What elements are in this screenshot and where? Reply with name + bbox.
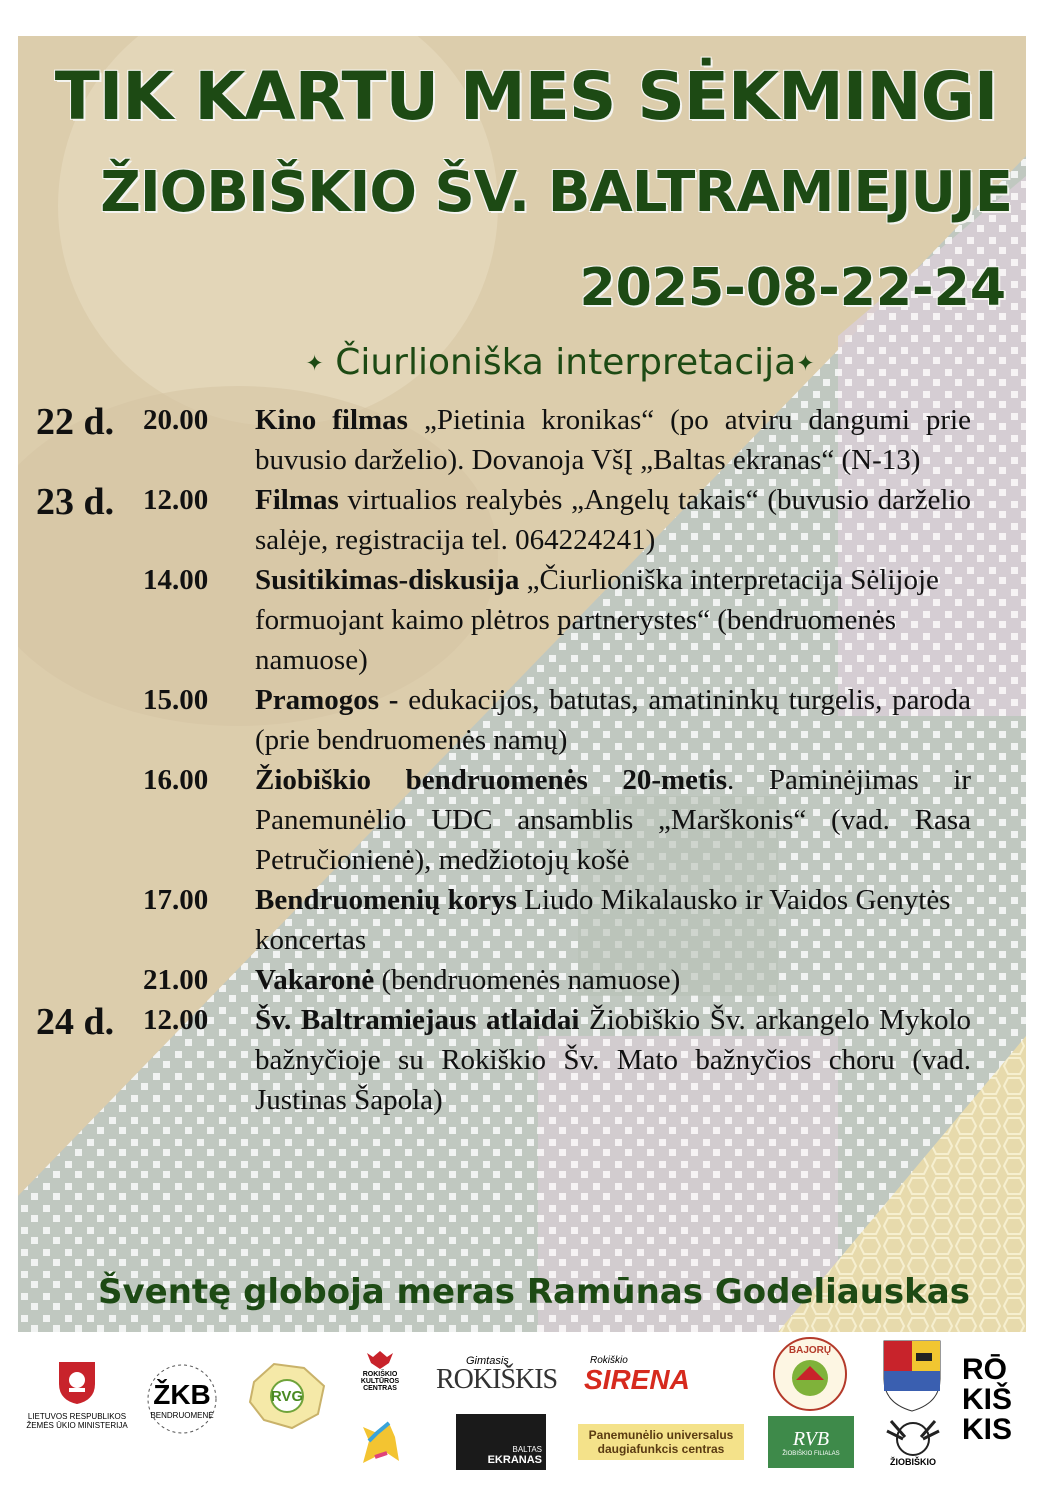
rkc-logo [352,1342,408,1398]
event-name: Filmas [255,484,339,516]
schedule-day: 24 d. [36,1001,115,1043]
schedule-time: 17.00 [143,884,209,916]
schedule-time: 12.00 [143,484,209,516]
schedule-row [36,480,971,560]
bajoru-logo [770,1336,850,1412]
rvb-logo [768,1416,854,1468]
rvb-letters: RVB [792,1427,830,1450]
event-name: Šv. Baltramiejaus atlaidai [255,1004,580,1036]
star-icon: ✦ [305,351,324,377]
event-schedule [36,400,971,1120]
schedule-description [255,680,971,760]
event-name: Susitikimas-diskusija [255,564,520,596]
zkb-caption: BENDRUOMENĖ [150,1410,214,1420]
schedule-description [255,1000,971,1120]
event-name: Kino filmas [255,404,408,436]
event-details: „Pietinia kronikas“ (po atviru dangumi prie buvusio darželio). Dovanoja VšĮ „Baltas ekranas“ (N-13) [255,404,971,476]
event-dates: 2025-08-22-24 [579,258,1006,318]
rkc-line1: ROKIŠKIO [362,1370,398,1378]
schedule-row [36,1000,971,1120]
schedule-time: 14.00 [143,564,209,596]
rkc-line2: KULTŪROS [360,1377,400,1385]
event-details: . Paminėjimas ir Panemunėlio UDC ansamblis „Marškonis“ (vad. Rasa Petručionienė), medžiotojų košė [255,764,971,876]
schedule-description [255,960,971,1000]
schedule-day: 23 d. [36,481,115,523]
sirena-main-label: SIRENA [584,1363,690,1395]
schedule-description [255,560,971,680]
schedule-row [36,680,971,760]
schedule-time: 20.00 [143,404,209,436]
schedule-row [36,760,971,880]
colorful-horse-icon [355,1417,405,1471]
poster-subtitle: ŽIOBIŠKIO ŠV. BALTRAMIEJUJE [100,160,1012,225]
rkc-horse-logo [352,1414,408,1474]
patron-line: Šventę globoja meras Ramūnas Godeliauskas [98,1272,970,1312]
ministry-logo [22,1348,132,1440]
theme-heading [0,342,1052,383]
schedule-description [255,880,971,960]
schedule-description [255,480,971,560]
zkb-logo [136,1360,228,1438]
event-name: Žiobiškio bendruomenės 20-metis [255,764,728,796]
schedule-row [36,400,971,480]
theme-text: Čiurlioniška interpretacija [335,342,797,383]
rokiskis-letters-2: KIŠ [962,1383,1013,1416]
ziobiskio-label: ŽIOBIŠKIO [889,1457,936,1467]
event-details: Žiobiškio Šv. arkangelo Mykolo bažnyčioje su Rokiškio Šv. Mato bažnyčios choru (vad. Justinas Šapola) [255,1004,971,1116]
event-name: Vakaronė [255,964,375,996]
star-icon: ✦ [796,351,815,377]
baltas-label: BALTAS [512,1445,542,1454]
schedule-day: 22 d. [36,401,115,443]
schedule-row [36,960,971,1000]
panemunelio-logo [578,1424,744,1460]
bajoru-label: BAJORŲ [788,1344,832,1356]
schedule-time: 16.00 [143,764,209,796]
rokiskis-letter-logo [962,1350,1032,1450]
shield-icon [882,1339,942,1413]
rokiskis-coat-of-arms [880,1338,944,1414]
panemunelio-line1: Panemunėlio universalus [588,1428,734,1442]
event-details: (bendruomenės namuose) [374,964,681,996]
rkc-line3: CENTRAS [363,1384,397,1392]
angel-icon [365,1349,395,1371]
schedule-row [36,880,971,960]
schedule-time: 15.00 [143,684,209,716]
event-name: Pramogos - [255,684,399,716]
ministry-name-line1: LIETUVOS RESPUBLIKOS [27,1412,127,1421]
ekranas-label: EKRANAS [487,1454,542,1466]
schedule-time: 12.00 [143,1004,209,1036]
poster-title: TIK KARTU MES SĖKMINGI [54,58,998,135]
schedule-description [255,760,971,880]
panemunelio-line2: daugiafunkcis centras [597,1442,725,1456]
sirena-logo [584,1352,744,1396]
event-details: „Čiurlioniška interpretacija Sėlijoje formuojant kaimo plėtros partnerystes“ (bendruomenės namuose) [255,564,939,676]
event-details: virtualios realybės „Angelų takais“ (buvusio darželio salėje, registracija tel. 064224241) [255,484,971,556]
rvg-letters: RVG [270,1387,304,1405]
coat-of-arms-icon [55,1358,99,1406]
event-details: Liudo Mikalausko ir Vaidos Genytės koncertas [255,884,951,956]
rvb-caption: ŽIOBIŠKIO FILIALAS [782,1450,840,1457]
gimtasis-main-label: ROKIŠKIS [436,1364,558,1395]
ziobiskio-hunters-logo [878,1410,948,1474]
baltas-ekranas-logo [456,1414,546,1470]
ministry-name-line2: ŽEMĖS ŪKIO MINISTERIJA [26,1421,128,1430]
rvg-logo [244,1358,330,1434]
event-name: Bendruomenių korys [255,884,517,916]
event-details: edukacijos, batutas, amatininkų turgelis, paroda (prie bendruomenės namų) [255,684,971,756]
schedule-description [255,400,971,480]
schedule-row [36,560,971,680]
rokiskis-letters-3: KIS [962,1413,1013,1446]
rokiskis-letters-1: RŌ [962,1353,1007,1386]
gimtasis-small-label: Gimtasis [466,1355,509,1367]
gimtasis-rokiskis-logo [436,1354,568,1394]
antlers-icon [883,1417,943,1457]
schedule-time: 21.00 [143,964,209,996]
sirena-small-label: Rokiškio [590,1354,628,1366]
zkb-letters: ŽKB [153,1378,211,1410]
